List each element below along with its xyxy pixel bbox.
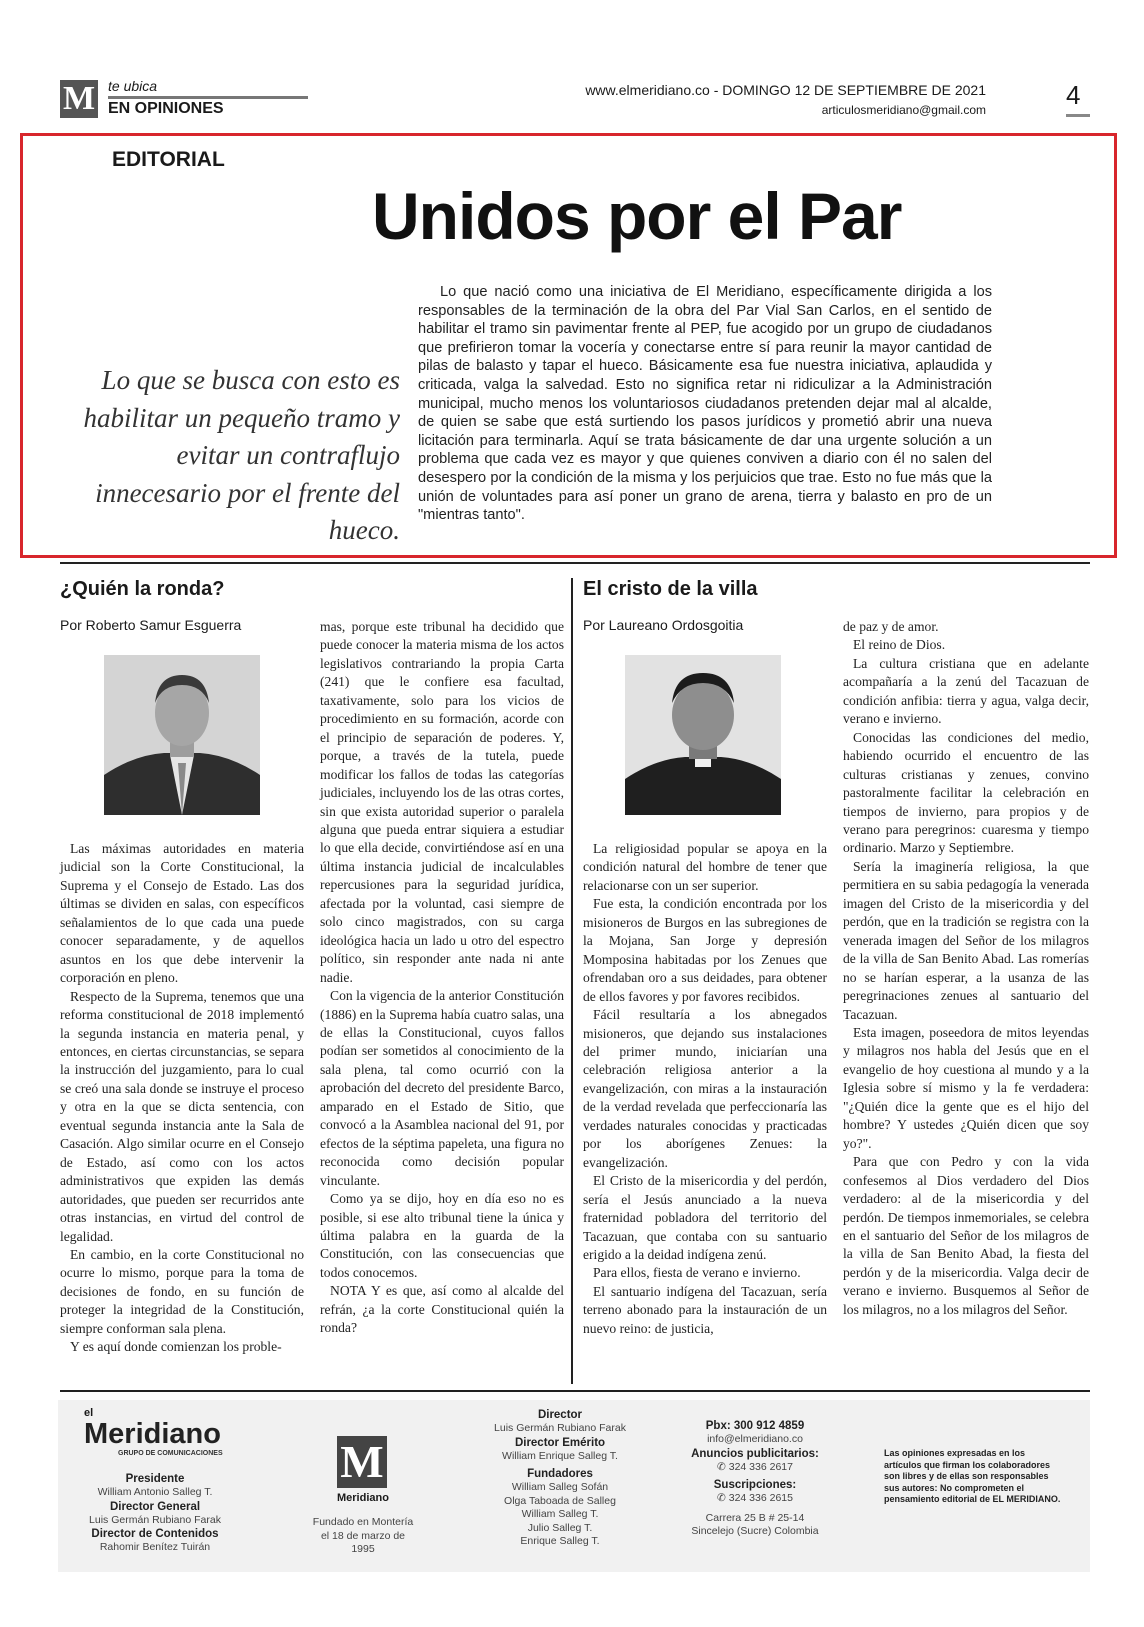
brand-subtitle: GRUPO DE COMUNICACIONES <box>118 1450 223 1457</box>
brand-name: Meridiano <box>84 1418 221 1450</box>
staff-role: Fundadores <box>527 1468 593 1480</box>
article1-title: ¿Quién la ronda? <box>60 578 225 600</box>
paragraph: El santuario indígena del Tacazuan, sería terreno abonado para la instauración de un nuevo reino: de justicia, <box>583 1283 827 1336</box>
emblem-caption: Meridiano <box>337 1492 389 1504</box>
article1-column2 <box>320 618 564 1338</box>
paragraph: Esta imagen, poseedora de mitos leyendas y milagros nos habla del Jesús que en el evangelio de hoy cuestiona al mundo y a la Iglesia sobre sí mismo y la fe verdadera: "¿Quién dice la gente que es el hijo del hombre? Y ustedes ¿Quién dicen que soy yo?". <box>843 1024 1089 1151</box>
paragraph: Conocidas las condiciones del medio, habiendo ocurrido el encuentro de las culturas cristianas y zenues, convino pastoralmente facilitar la celebración en tiempos de invierno, para propios y de verano para peregrinos: cuaresma y tiempo ordinario. Marzo y Septiembre. <box>843 729 1089 856</box>
staff-name: Luis Germán Rubiano Farak <box>494 1422 626 1434</box>
founder-name: Julio Salleg T. <box>527 1521 593 1534</box>
paragraph: Fue esta, la condición encontrada por los misioneros de Burgos en las subregiones de la Mojana, San Jorge y depresión Momposina habitadas por los Zenues que ofrendaban oro a sus deidades, para obtener de ellos favores y por favores recibidos. <box>583 896 827 1004</box>
ads-phone: 324 336 2617 <box>728 1460 793 1473</box>
info-email: info@elmeridiano.co <box>707 1433 803 1445</box>
article1-byline: Por Roberto Samur Esguerra <box>60 617 242 633</box>
author-photo-laureano-ordosgoitia <box>625 655 781 815</box>
brand-prefix: el <box>84 1407 94 1419</box>
subscriptions-phone: 324 336 2615 <box>728 1492 793 1504</box>
column-divider <box>571 578 573 1384</box>
paragraph: El reino de Dios. <box>853 637 946 653</box>
paragraph: Para que con Pedro y con la vida confesemos al Dios verdadero del Dios verdadero: al de la misericordia y del perdón. De tiempos inmemoriales, se celebra en el santuario del Señor de los milagros de la villa de San Benito Abad, la fiesta del perdón y de la misericordia. Valga decir de verano e invierno. Busquemos al Señor de los milagros, no a los milagros del Señor. <box>843 1154 1089 1317</box>
header-date-line: www.elmeridiano.co - DOMINGO 12 DE SEPTIEMBRE DE 2021 <box>585 82 986 98</box>
article1-column1 <box>60 840 304 1357</box>
meridiano-logo-icon: M <box>60 80 98 118</box>
staff-left <box>80 1472 230 1555</box>
opinion-disclaimer: Las opiniones expresadas en los artículos que firman los colaboradores son libres y de ellas son responsables sus autores: No comprometen el pensamiento editorial de EL MERIDIANO. <box>884 1448 1061 1504</box>
paragraph: Como ya se dijo, hoy en día eso no es posible, si ese alto tribunal tiene la única y última palabra en la guarda de la Constitución, con las consecuencias que todos conocemos. <box>320 1191 564 1280</box>
page-number: 4 <box>1066 80 1081 110</box>
founding-note: Fundado en Montería el 18 de marzo de 1995 <box>312 1516 414 1555</box>
paragraph: Sería la imaginería religiosa, la que permitiera en su sabia pedagogía la venerada imagen del Cristo de la misericordia y del perdón, que en la tradición se registra con la venerada imagen del Señor de los milagros de la villa de San Benito Abad. Las romerías no se harían esperar, a la usanza de las peregrinaciones zenues al santuario del Tacazuan. <box>843 858 1089 1022</box>
editorial-body: Lo que nació como una iniciativa de El Meridiano, específicamente dirigida a los responsables de la terminación de la obra del Par Vial San Carlos, en el sentido de habilitar el tramo sin pavimentar frente al PEP, fue acogido por un grupo de ciudadanos que prefirieron tomar la vocería y conectarse entre sí para reunir la mayor cantidad de pilas de balasto y tapar el hueco. Básicamente esa fue nuestra iniciativa, aplaudida y criticada, valga la salvedad. Esto no significa retar ni ridiculizar a la Administración municipal, mucho menos los voluntariosos ciudadanos pretenden dejar mal al alcalde, de quien se sabe que está surtiendo los pasos jurídicos y prometió abrir una nueva licitación para terminarla. Aquí se trata básicamente de dar una urgente solución a un problema que cada vez es mayor y que quienes conviven a diario con él no salen del desespero por la condición de la misma y los perjuicios que trae. Esto no fue más que la unión de voluntades para así poner un grano de arena, tierra y balasto en pro de un "mientras tanto". <box>418 284 992 524</box>
header-divider <box>108 96 308 99</box>
founder-name: William Salleg T. <box>521 1508 599 1520</box>
paragraph: mas, porque este tribunal ha decidido que puede conocer la materia misma de los actos legislativos contrariando la propia Carta (241) que le confiere esa facultad, taxativamente, solo para los vicios de procedimiento en su formación, acorde con el principio de separación de poderes. Y, porque, a través de la tutela, puede modificar los fallos de todas las categorías judiciales, incluyendo los de las otras cortes, sin que exista autoridad superior o paralela alguna que pueda entrar siquiera a estudiar lo que ella decide, convirtiéndose así en una última instancia judicial de incalculables repercusiones para la seguridad jurídica, afectada por la voluntad, casi siempre de solo cinco magistrados, con su carga ideológica hacia un lado u otro del espectro político, sin responder ante nada ni ante nadie. <box>320 619 564 985</box>
footer-divider <box>60 1390 1090 1392</box>
staff-name: Rahomir Benítez Tuirán <box>99 1541 211 1553</box>
editorial-pull-quote: Lo que se busca con esto es habilitar un pequeño tramo y evitar un contraflujo innecesario por el frente del hueco. <box>83 365 400 545</box>
founder-name: William Salleg Sofán <box>511 1481 609 1493</box>
paragraph: NOTA Y es que, así como al alcalde del refrán, ¿a la corte Constitucional quién la ronda? <box>320 1283 564 1336</box>
staff-role: Director <box>537 1409 583 1421</box>
editorial-title: Unidos por el Par <box>372 179 902 253</box>
staff-name: William Antonio Salleg T. <box>97 1486 213 1498</box>
founder-name: Enrique Salleg T. <box>520 1535 600 1547</box>
whatsapp-icon: ✆ <box>717 1492 726 1504</box>
contact-block <box>675 1419 835 1539</box>
ads-label: Anuncios publicitarios: <box>691 1447 819 1460</box>
editorial-label: EDITORIAL <box>112 148 225 171</box>
article2-byline: Por Laureano Ordosgoitia <box>583 617 744 633</box>
address-line: Sincelejo (Sucre) Colombia <box>691 1525 819 1537</box>
article2-column1 <box>583 840 827 1338</box>
article2-title: El cristo de la villa <box>583 578 758 600</box>
article2-column2 <box>843 618 1089 1319</box>
paragraph: La religiosidad popular se apoya en la condición natural del hombre de tener que relacionarse con un ser superior. <box>583 841 827 893</box>
meridiano-emblem-icon: M <box>337 1436 387 1488</box>
author-photo-roberto-samur <box>104 655 260 815</box>
founder-name: Olga Taboada de Salleg <box>504 1494 616 1507</box>
paragraph: Con la vigencia de la anterior Constitución (1886) en la Suprema había cuatro salas, una de ellas la Constitucional, cuyos fallos podían ser sometidos al conocimiento de la sala plena, tal como ocurrió con la aprobación del decreto del presidente Barco, amparado en el Estado de Sitio, que convocó a la Asamblea nacional del 91, por efectos de la séptima papeleta, una figura no reconocida como decisión popular vinculante. <box>320 988 564 1188</box>
paragraph: Y es aquí donde comienzan los proble- <box>70 1339 282 1355</box>
header-tagline: te ubica <box>108 78 158 94</box>
paragraph: El Cristo de la misericordia y del perdón, sería el Jesús anunciado a la nueva fraternidad pobladora del territorio del Tacazuan, que contaba con su santuario erigido a la deidad indígena zenú. <box>583 1173 827 1262</box>
subscriptions-label: Suscripciones: <box>713 1479 797 1491</box>
section-divider <box>60 562 1090 564</box>
paragraph: Fácil resultaría a los abnegados misioneros, que dejando sus instalaciones del primer mundo, iniciarían una celebración religiosa anterior a la evangelización, con miras a la instauración de la verdad revelada que perfeccionaría las verdades naturales conocidas y practicadas por los aborígenes Zenues: la evangelización. <box>583 1007 827 1170</box>
pbx-phone: Pbx: 300 912 4859 <box>705 1420 805 1432</box>
section-title: EN OPINIONES <box>108 100 224 117</box>
header-email: articulosmeridiano@gmail.com <box>821 103 986 117</box>
whatsapp-icon: ✆ <box>717 1460 726 1473</box>
staff-name: Luis Germán Rubiano Farak <box>89 1513 221 1526</box>
address-line: Carrera 25 B # 25-14 <box>705 1511 805 1524</box>
staff-role: Director de Contenidos <box>91 1528 219 1540</box>
staff-role: Presidente <box>125 1473 185 1485</box>
paragraph: La cultura cristiana que en adelante acompañaría a la zenú del Tacazuan de condición anfibia: tierra y agua, valga decir, verano e invierno. <box>843 655 1089 727</box>
paragraph: Las máximas autoridades en materia judicial son la Corte Constitucional, la Suprema y el Consejo de Estado. Las dos últimas se dividen en salas, con específicos señalamientos de lo que cada una puede conocer separadamente, y de aquellos asuntos en los que debe intervenir la corporación en pleno. <box>60 841 304 986</box>
page-number-underline <box>1066 114 1090 117</box>
staff-role: Director Emérito <box>514 1436 606 1449</box>
paragraph: Para ellos, fiesta de verano e invierno. <box>593 1265 801 1281</box>
staff-role: Director General <box>109 1500 201 1513</box>
staff-name: William Enrique Salleg T. <box>502 1449 618 1462</box>
paragraph: de paz y de amor. <box>843 619 939 634</box>
directors-block <box>480 1408 640 1549</box>
paragraph: Respecto de la Suprema, tenemos que una reforma constitucional de 2018 implementó la segunda instancia en materia penal, y entonces, en ciertas circunstancias, se separa la instrucción del juzgamiento, para lo cual se creó una sala donde se instruye el proceso y otra en la que se dicta sentencia, con eventual segunda instancia ante la Sala de Casación. Algo similar ocurre en el Consejo de Estado, así como con los actos administrativos que expiden las demás autoridades, que pueden ser recurridos ante otras instancias, en virtud del control de legalidad. <box>60 988 304 1244</box>
paragraph: En cambio, en la corte Constitucional no ocurre lo mismo, porque para la toma de decisiones de fondo, en su función de proteger la integridad de la Constitución, siempre conforman sala plena. <box>60 1246 304 1336</box>
